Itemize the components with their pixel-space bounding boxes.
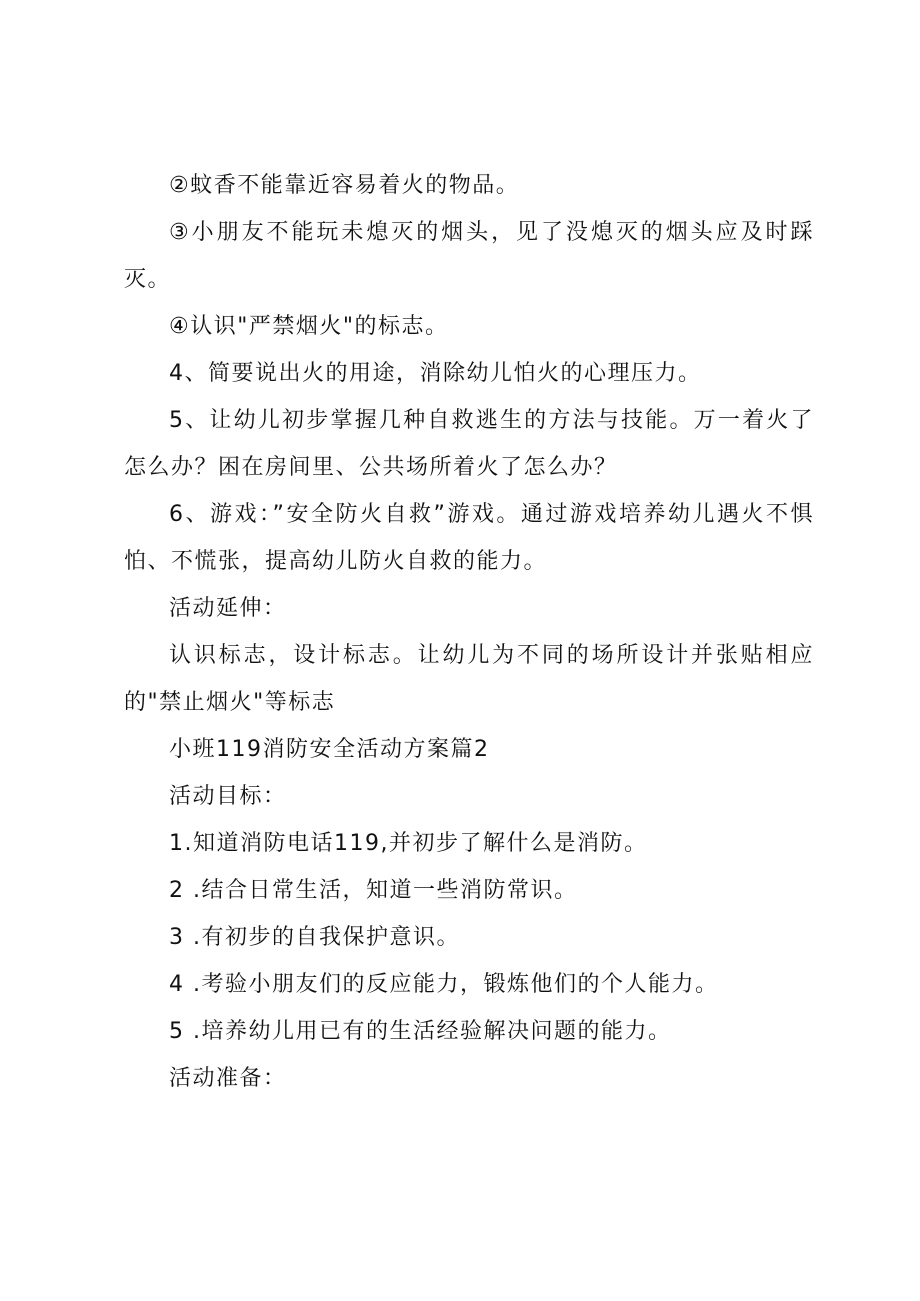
heading-activity-goals: 活动目标：: [169, 784, 287, 809]
paragraph-no-fire-sign: ④认识"严禁烟火"的标志。: [169, 314, 449, 339]
paragraph-game: 6、游戏：”安全防火自救”游戏。通过游戏培养幼儿遇火不惧怕、不慌张，提高幼儿防火自救的能力。: [124, 502, 814, 574]
paragraph-design-signs: 认识标志，设计标志。让幼儿为不同的场所设计并张贴相应的"禁止烟火"等标志: [124, 643, 814, 715]
paragraph-fire-uses: 4、简要说出火的用途，消除幼儿怕火的心理压力。: [169, 361, 702, 386]
paragraph-self-rescue: 5、让幼儿初步掌握几种自救逃生的方法与技能。万一着火了怎么办？困在房间里、公共场所着火了怎么办？: [124, 408, 814, 480]
goal-item-3: 3 .有初步的自我保护意识。: [169, 925, 460, 950]
goal-item-1: 1.知道消防电话119,并初步了解什么是消防。: [169, 831, 648, 856]
heading-activity-extension: 活动延伸：: [169, 596, 287, 621]
goal-item-4: 4 .考验小朋友们的反应能力，锻炼他们的个人能力。: [169, 972, 719, 997]
paragraph-mosquito-coil: ②蚊香不能靠近容易着火的物品。: [169, 173, 520, 198]
goal-item-2: 2 .结合日常生活，知道一些消防常识。: [169, 878, 578, 903]
goal-item-5: 5 .培养幼儿用已有的生活经验解决问题的能力。: [169, 1019, 672, 1044]
paragraph-cigarette-butt: ③小朋友不能玩未熄灭的烟头，见了没熄灭的烟头应及时踩灭。: [124, 220, 814, 292]
document-body: [124, 162, 814, 1102]
section-title-plan-2: 小班119消防安全活动方案篇2: [169, 737, 490, 762]
heading-activity-preparation: 活动准备：: [169, 1066, 287, 1091]
